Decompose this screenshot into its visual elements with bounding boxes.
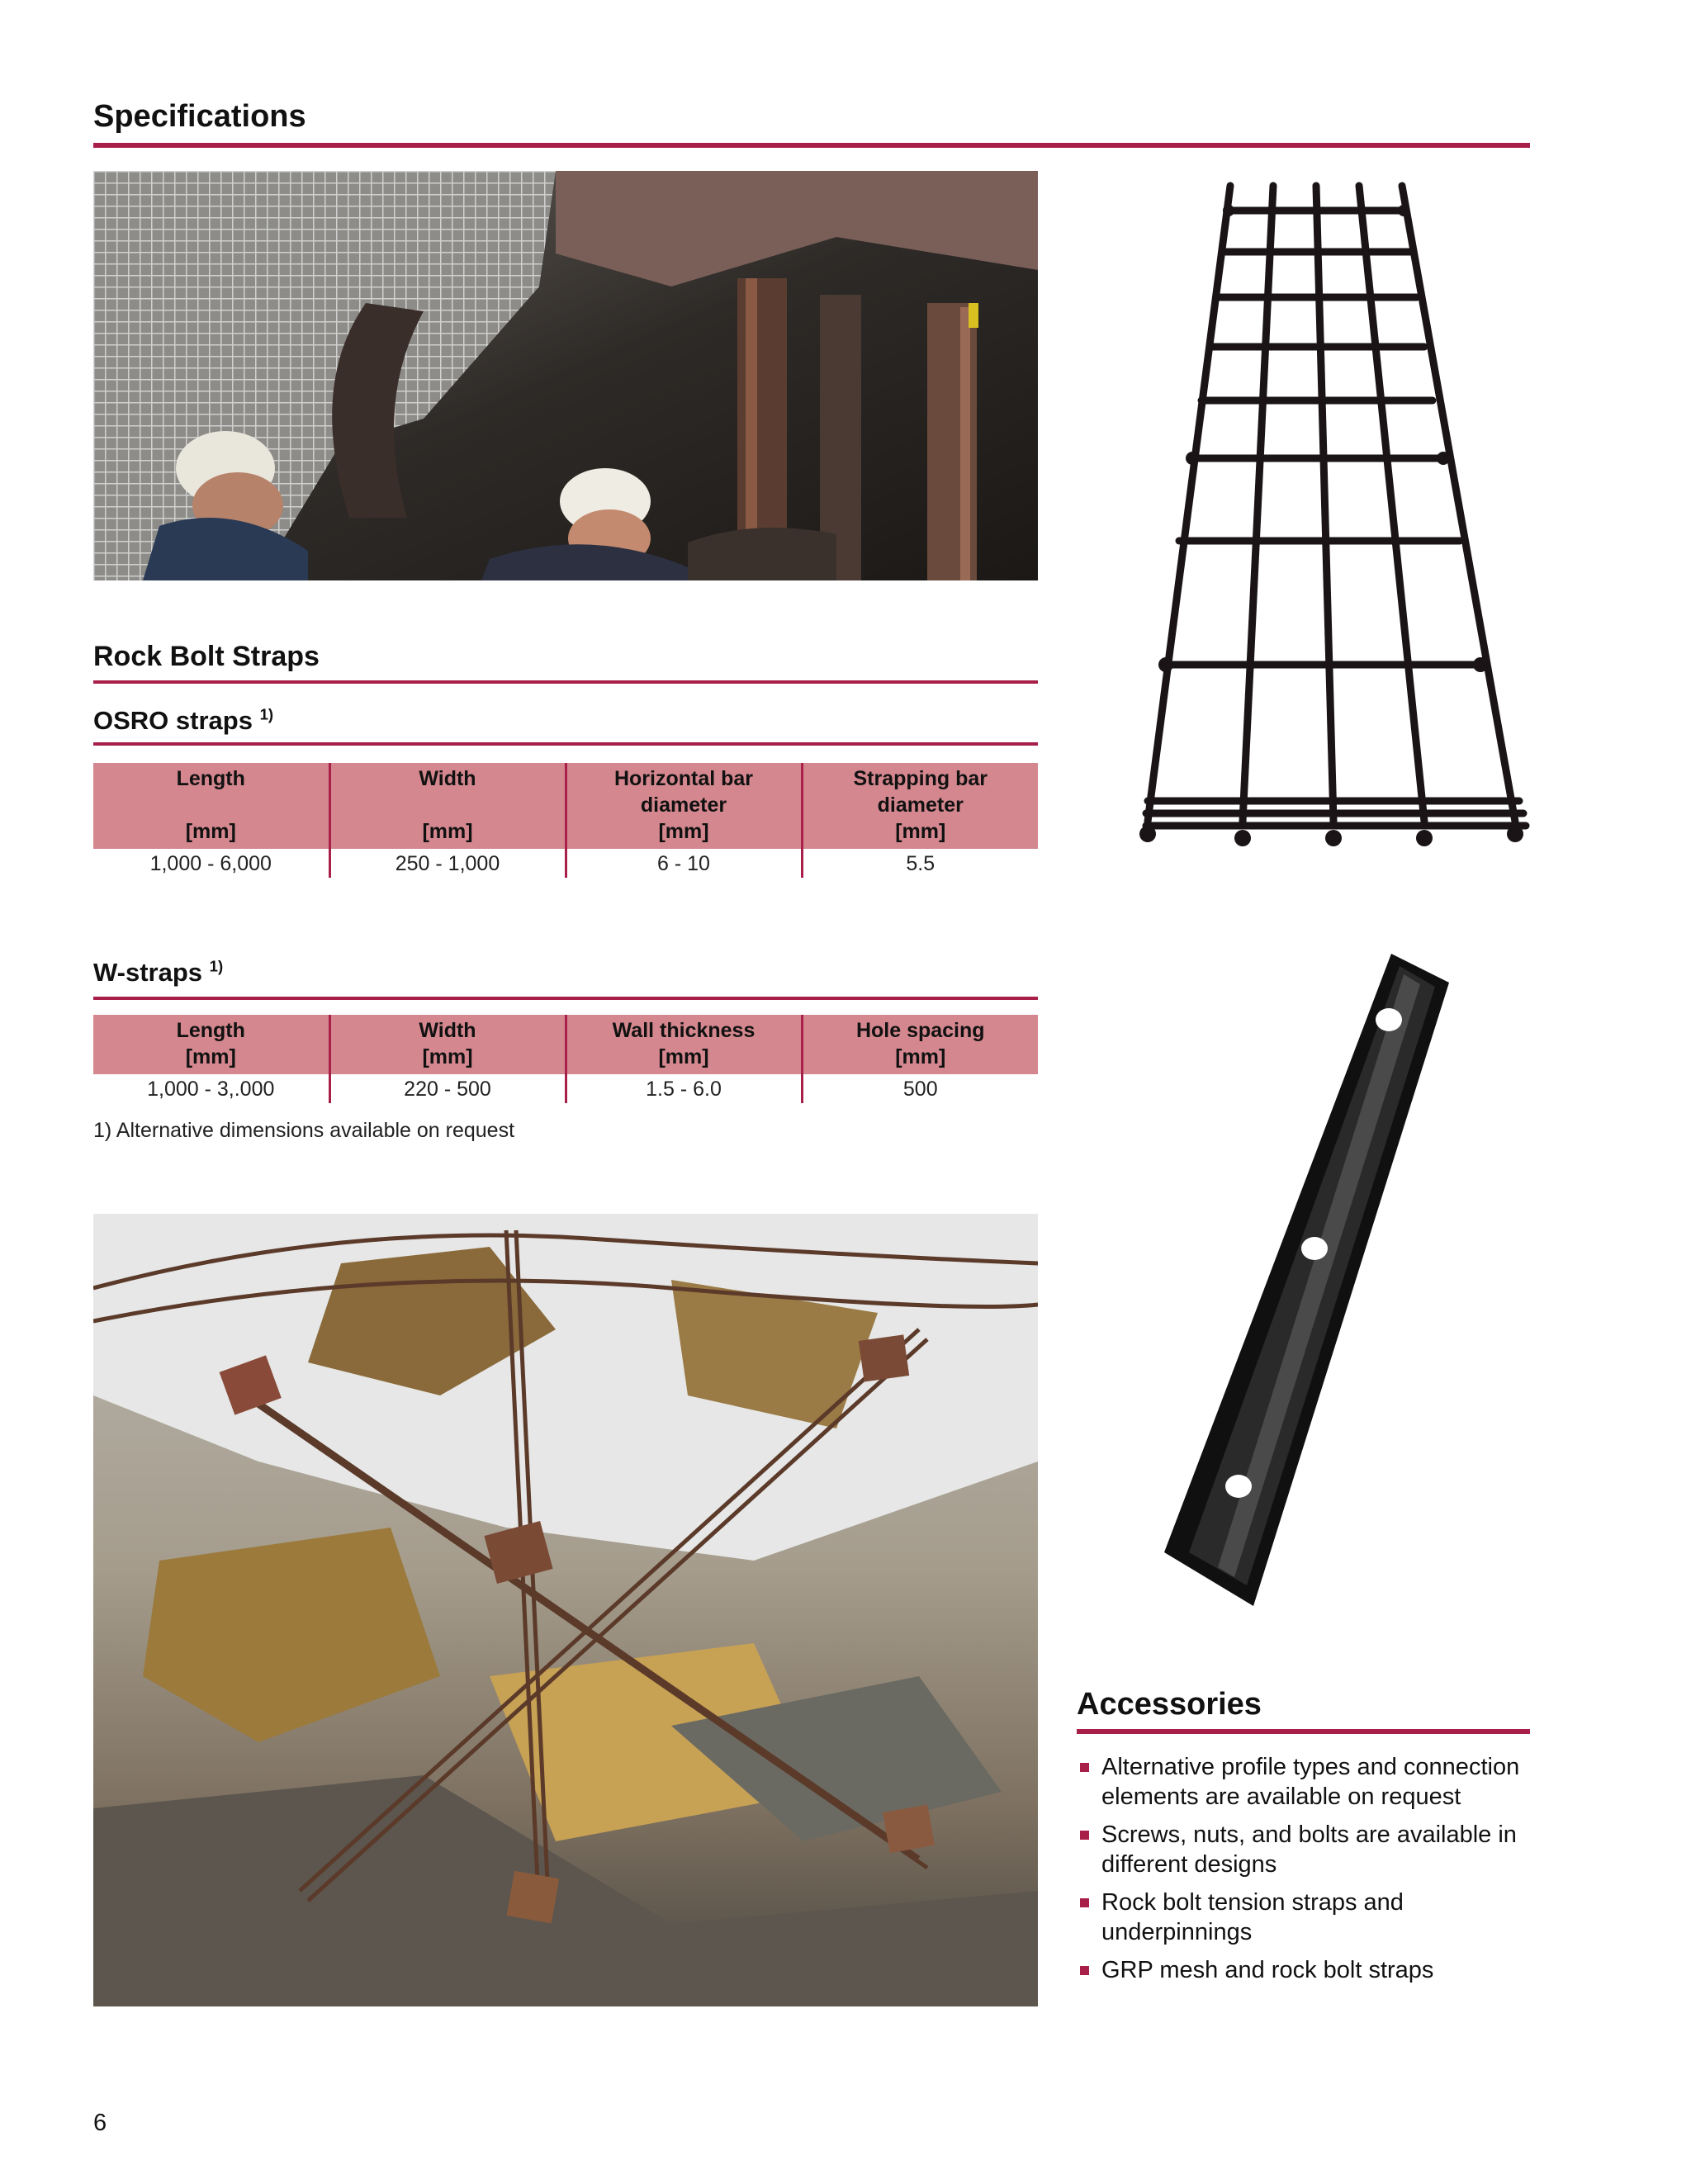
header-line1: Length <box>176 1019 245 1042</box>
header-unit: [mm] <box>658 820 709 843</box>
accessory-item: Rock bolt tension straps and underpinnings <box>1078 1888 1524 1947</box>
header-line2 <box>336 792 560 818</box>
header-unit: [mm] <box>422 1045 473 1068</box>
wstraps-note-mark: 1) <box>209 957 224 975</box>
osro-header-row <box>93 763 1038 849</box>
accessories-title: Accessories <box>1077 1687 1262 1722</box>
wstraps-rule <box>93 997 1038 1000</box>
wstraps-data-row <box>93 1074 1038 1103</box>
section-title: Rock Bolt Straps <box>93 641 320 672</box>
miners-mesh-photo <box>93 171 1038 580</box>
osro-header-length <box>93 763 329 849</box>
header-unit: [mm] <box>658 1045 709 1068</box>
osro-cell-horizontal-bar: 6 - 10 <box>566 849 802 878</box>
header-unit: [mm] <box>895 820 946 843</box>
accessory-item: GRP mesh and rock bolt straps <box>1078 1955 1524 1985</box>
header-line1: Width <box>419 1019 476 1042</box>
rock-straps-photo <box>93 1214 1038 2006</box>
wstraps-header-hole-spacing <box>802 1015 1038 1074</box>
osro-data-row <box>93 849 1038 878</box>
header-line1: Length <box>176 767 245 790</box>
wstraps-cell-length: 1,000 - 3,.000 <box>147 1078 275 1101</box>
accessory-item: Screws, nuts, and bolts are available in different designs <box>1078 1820 1524 1879</box>
osro-cell-width: 250 - 1,000 <box>329 849 566 878</box>
header-unit: [mm] <box>185 820 236 843</box>
section-rule <box>93 680 1038 684</box>
header-line1: Wall thickness <box>612 1019 756 1042</box>
page-number: 6 <box>93 2110 107 2136</box>
header-line1: Horizontal bar <box>613 767 754 790</box>
header-line1: Width <box>419 767 476 790</box>
osro-header-width <box>329 763 566 849</box>
wstraps-cell-width: 220 - 500 <box>329 1074 566 1103</box>
wstraps-header-length <box>93 1015 329 1074</box>
wstraps-header-wall-thickness <box>566 1015 802 1074</box>
header-unit: [mm] <box>185 1045 236 1068</box>
osro-cell-length: 1,000 - 6,000 <box>149 852 272 875</box>
w-strap-image <box>1156 950 1470 1610</box>
osro-title <box>93 706 273 736</box>
header-unit: [mm] <box>422 820 473 843</box>
header-line1: Strapping bar <box>853 767 988 790</box>
wstraps-title-text: W-straps <box>93 958 203 987</box>
accessories-list <box>1078 1752 1524 1993</box>
header-line2: diameter <box>877 794 964 817</box>
osro-rule <box>93 742 1038 746</box>
wstraps-title <box>93 958 223 988</box>
osro-title-text: OSRO straps <box>93 706 253 735</box>
osro-strap-image <box>1131 178 1552 867</box>
title-rule <box>93 143 1530 148</box>
footnote: 1) Alternative dimensions available on request <box>93 1119 515 1142</box>
osro-header-horizontal-bar <box>566 763 802 849</box>
osro-table <box>93 763 1038 878</box>
accessories-rule <box>1077 1729 1530 1734</box>
wstraps-header-width <box>329 1015 566 1074</box>
header-unit: [mm] <box>895 1045 946 1068</box>
header-line2: diameter <box>640 794 727 817</box>
osro-header-strapping-bar <box>802 763 1038 849</box>
page-title: Specifications <box>93 99 306 134</box>
osro-cell-strapping-bar: 5.5 <box>802 849 1038 878</box>
wstraps-table <box>93 1015 1038 1103</box>
wstraps-cell-hole-spacing: 500 <box>802 1074 1038 1103</box>
wstraps-header-row <box>93 1015 1038 1074</box>
osro-note-mark: 1) <box>259 705 274 723</box>
accessory-item: Alternative profile types and connection elements are available on request <box>1078 1752 1524 1812</box>
wstraps-cell-wall-thickness: 1.5 - 6.0 <box>566 1074 802 1103</box>
header-line1: Hole spacing <box>855 1019 985 1042</box>
header-line2 <box>98 792 324 818</box>
